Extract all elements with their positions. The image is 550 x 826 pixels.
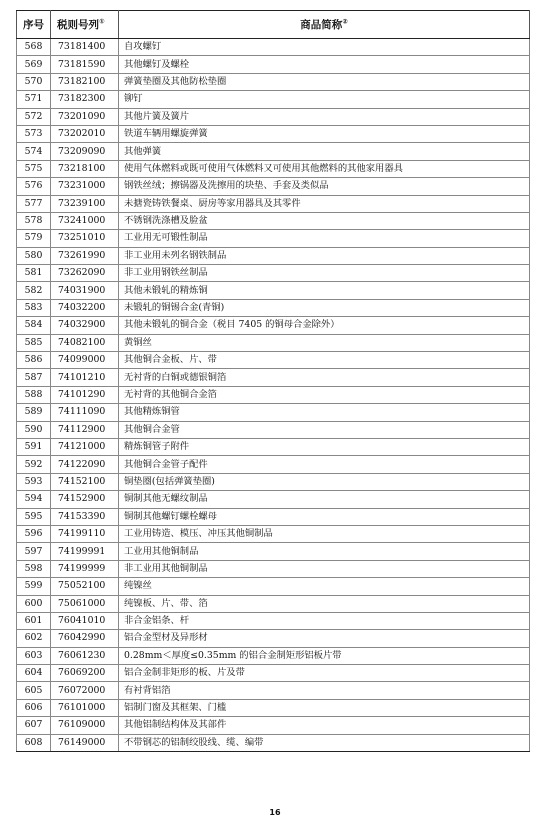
product-name-cell: 钢铁丝绒；擦锅器及洗擦用的块垫、手套及类似品	[119, 178, 530, 195]
tariff-table	[16, 10, 530, 752]
table-row	[17, 734, 530, 751]
serial-number-cell: 570	[17, 73, 51, 90]
tariff-code-cell: 74111090	[51, 404, 119, 421]
product-name-cell: 无衬背的其他铜合金箔	[119, 386, 530, 403]
product-name-cell: 工业用其他铜制品	[119, 543, 530, 560]
serial-number-cell: 592	[17, 456, 51, 473]
header-product-name: 商品简称②	[119, 11, 530, 39]
tariff-code-cell: 74032900	[51, 317, 119, 334]
serial-number-cell: 607	[17, 717, 51, 734]
product-name-cell: 铝合金制非矩形的板、片及带	[119, 665, 530, 682]
product-name-cell: 铝合金型材及异形材	[119, 630, 530, 647]
product-name-cell: 其他螺钉及螺栓	[119, 56, 530, 73]
tariff-code-cell: 76149000	[51, 734, 119, 751]
table-row	[17, 682, 530, 699]
tariff-code-cell: 73218100	[51, 160, 119, 177]
product-name-cell: 工业用铸造、模压、冲压其他铜制品	[119, 525, 530, 542]
serial-number-cell: 574	[17, 143, 51, 160]
product-name-cell: 自攻螺钉	[119, 39, 530, 56]
product-name-cell: 铜制其他无螺纹制品	[119, 491, 530, 508]
tariff-code-cell: 74199999	[51, 560, 119, 577]
product-name-cell: 未搪瓷铸铁餐桌、厨房等家用器具及其零件	[119, 195, 530, 212]
tariff-code-cell: 74199991	[51, 543, 119, 560]
tariff-code-cell: 74153390	[51, 508, 119, 525]
product-name-cell: 不锈钢洗涤槽及脸盆	[119, 212, 530, 229]
serial-number-cell: 573	[17, 125, 51, 142]
table-row	[17, 178, 530, 195]
serial-number-cell: 580	[17, 247, 51, 264]
serial-number-cell: 597	[17, 543, 51, 560]
tariff-code-cell: 73182100	[51, 73, 119, 90]
tariff-code-cell: 74101290	[51, 386, 119, 403]
product-name-cell: 精炼铜管子附件	[119, 438, 530, 455]
table-row	[17, 578, 530, 595]
tariff-code-cell: 76072000	[51, 682, 119, 699]
header-tariff-code: 税则号列①	[51, 11, 119, 39]
tariff-code-cell: 73181400	[51, 39, 119, 56]
serial-number-cell: 581	[17, 265, 51, 282]
table-row	[17, 143, 530, 160]
serial-number-cell: 578	[17, 212, 51, 229]
table-row	[17, 491, 530, 508]
product-name-cell: 其他精炼铜管	[119, 404, 530, 421]
product-name-cell: 其他未锻轧的铜合金（税目 7405 的铜母合金除外）	[119, 317, 530, 334]
tariff-code-cell: 73261990	[51, 247, 119, 264]
table-row	[17, 247, 530, 264]
footnote-marker-2: ②	[342, 17, 348, 26]
tariff-code-cell: 74099000	[51, 352, 119, 369]
product-name-cell: 铜垫圈(包括弹簧垫圈)	[119, 473, 530, 490]
tariff-code-cell: 74101210	[51, 369, 119, 386]
serial-number-cell: 593	[17, 473, 51, 490]
serial-number-cell: 586	[17, 352, 51, 369]
table-row	[17, 108, 530, 125]
serial-number-cell: 584	[17, 317, 51, 334]
tariff-code-cell: 74152100	[51, 473, 119, 490]
tariff-code-cell: 76101000	[51, 699, 119, 716]
product-name-cell: 其他铝制结构体及其部件	[119, 717, 530, 734]
table-row	[17, 404, 530, 421]
tariff-code-cell: 75061000	[51, 595, 119, 612]
tariff-code-cell: 73251010	[51, 230, 119, 247]
product-name-cell: 其他铜合金管子配件	[119, 456, 530, 473]
product-name-cell: 非合金铝条、杆	[119, 612, 530, 629]
tariff-code-cell: 76069200	[51, 665, 119, 682]
table-row	[17, 230, 530, 247]
tariff-code-cell: 73241000	[51, 212, 119, 229]
table-row	[17, 421, 530, 438]
table-row	[17, 525, 530, 542]
serial-number-cell: 598	[17, 560, 51, 577]
serial-number-cell: 600	[17, 595, 51, 612]
table-row	[17, 212, 530, 229]
table-row	[17, 438, 530, 455]
table-row	[17, 317, 530, 334]
serial-number-cell: 604	[17, 665, 51, 682]
product-name-cell: 非工业用未列名钢铁制品	[119, 247, 530, 264]
tariff-code-cell: 73239100	[51, 195, 119, 212]
serial-number-cell: 587	[17, 369, 51, 386]
table-header-row	[17, 11, 530, 39]
product-name-cell: 其他铜合金板、片、带	[119, 352, 530, 369]
product-name-cell: 铝制门窗及其框架、门槛	[119, 699, 530, 716]
serial-number-cell: 571	[17, 91, 51, 108]
product-name-cell: 无衬背的白铜或德银铜箔	[119, 369, 530, 386]
table-row	[17, 699, 530, 716]
table-row	[17, 386, 530, 403]
table-row	[17, 56, 530, 73]
table-row	[17, 334, 530, 351]
serial-number-cell: 575	[17, 160, 51, 177]
table-row	[17, 665, 530, 682]
tariff-code-cell: 75052100	[51, 578, 119, 595]
tariff-code-cell: 74082100	[51, 334, 119, 351]
product-name-cell: 工业用无可锻性制品	[119, 230, 530, 247]
table-row	[17, 717, 530, 734]
product-name-cell: 其他未锻轧的精炼铜	[119, 282, 530, 299]
footnote-marker-1: ①	[99, 17, 105, 26]
serial-number-cell: 608	[17, 734, 51, 751]
tariff-code-cell: 73182300	[51, 91, 119, 108]
serial-number-cell: 569	[17, 56, 51, 73]
serial-number-cell: 577	[17, 195, 51, 212]
table-row	[17, 473, 530, 490]
tariff-code-cell: 73262090	[51, 265, 119, 282]
serial-number-cell: 599	[17, 578, 51, 595]
serial-number-cell: 568	[17, 39, 51, 56]
product-name-cell: 有衬背铝箔	[119, 682, 530, 699]
table-row	[17, 299, 530, 316]
serial-number-cell: 585	[17, 334, 51, 351]
header-serial-number: 序号	[17, 11, 51, 39]
table-row	[17, 265, 530, 282]
tariff-code-cell: 74112900	[51, 421, 119, 438]
tariff-code-cell: 74152900	[51, 491, 119, 508]
tariff-code-cell: 73181590	[51, 56, 119, 73]
serial-number-cell: 606	[17, 699, 51, 716]
product-name-cell: 铜制其他螺钉螺栓螺母	[119, 508, 530, 525]
table-row	[17, 560, 530, 577]
table-row	[17, 73, 530, 90]
serial-number-cell: 572	[17, 108, 51, 125]
table-row	[17, 282, 530, 299]
product-name-cell: 纯镍板、片、带、箔	[119, 595, 530, 612]
product-name-cell: 铆钉	[119, 91, 530, 108]
page-number: 16	[269, 808, 281, 817]
product-name-cell: 非工业用其他铜制品	[119, 560, 530, 577]
tariff-code-cell: 76041010	[51, 612, 119, 629]
table-row	[17, 508, 530, 525]
table-row	[17, 125, 530, 142]
table-row	[17, 543, 530, 560]
product-name-cell: 纯镍丝	[119, 578, 530, 595]
serial-number-cell: 588	[17, 386, 51, 403]
product-name-cell: 未锻轧的铜锡合金(青铜)	[119, 299, 530, 316]
product-name-cell: 其他片簧及簧片	[119, 108, 530, 125]
product-name-cell: 铁道车辆用螺旋弹簧	[119, 125, 530, 142]
table-row	[17, 195, 530, 212]
serial-number-cell: 596	[17, 525, 51, 542]
product-name-cell: 黄铜丝	[119, 334, 530, 351]
tariff-code-cell: 73231000	[51, 178, 119, 195]
serial-number-cell: 579	[17, 230, 51, 247]
tariff-code-cell: 73202010	[51, 125, 119, 142]
tariff-code-cell: 74122090	[51, 456, 119, 473]
product-name-cell: 不带钢芯的铝制绞股线、缆、编带	[119, 734, 530, 751]
table-row	[17, 456, 530, 473]
serial-number-cell: 605	[17, 682, 51, 699]
tariff-code-cell: 74031900	[51, 282, 119, 299]
product-name-cell: 非工业用钢铁丝制品	[119, 265, 530, 282]
product-name-cell: 其他弹簧	[119, 143, 530, 160]
product-name-cell: 其他铜合金管	[119, 421, 530, 438]
tariff-code-cell: 73209090	[51, 143, 119, 160]
serial-number-cell: 602	[17, 630, 51, 647]
serial-number-cell: 576	[17, 178, 51, 195]
serial-number-cell: 590	[17, 421, 51, 438]
table-row	[17, 160, 530, 177]
table-row	[17, 39, 530, 56]
serial-number-cell: 601	[17, 612, 51, 629]
table-row	[17, 647, 530, 664]
tariff-code-cell: 76061230	[51, 647, 119, 664]
tariff-code-cell: 74032200	[51, 299, 119, 316]
tariff-code-cell: 73201090	[51, 108, 119, 125]
table-row	[17, 630, 530, 647]
product-name-cell: 0.28mm＜厚度≤0.35mm 的铝合金制矩形铝板片带	[119, 647, 530, 664]
serial-number-cell: 582	[17, 282, 51, 299]
tariff-code-cell: 74121000	[51, 438, 119, 455]
table-row	[17, 369, 530, 386]
serial-number-cell: 583	[17, 299, 51, 316]
serial-number-cell: 595	[17, 508, 51, 525]
table-row	[17, 91, 530, 108]
serial-number-cell: 603	[17, 647, 51, 664]
serial-number-cell: 591	[17, 438, 51, 455]
table-row	[17, 612, 530, 629]
table-row	[17, 595, 530, 612]
tariff-code-cell: 76042990	[51, 630, 119, 647]
tariff-code-cell: 76109000	[51, 717, 119, 734]
product-name-cell: 使用气体燃料或既可使用气体燃料又可使用其他燃料的其他家用器具	[119, 160, 530, 177]
serial-number-cell: 589	[17, 404, 51, 421]
table-row	[17, 352, 530, 369]
tariff-code-cell: 74199110	[51, 525, 119, 542]
product-name-cell: 弹簧垫圈及其他防松垫圈	[119, 73, 530, 90]
serial-number-cell: 594	[17, 491, 51, 508]
